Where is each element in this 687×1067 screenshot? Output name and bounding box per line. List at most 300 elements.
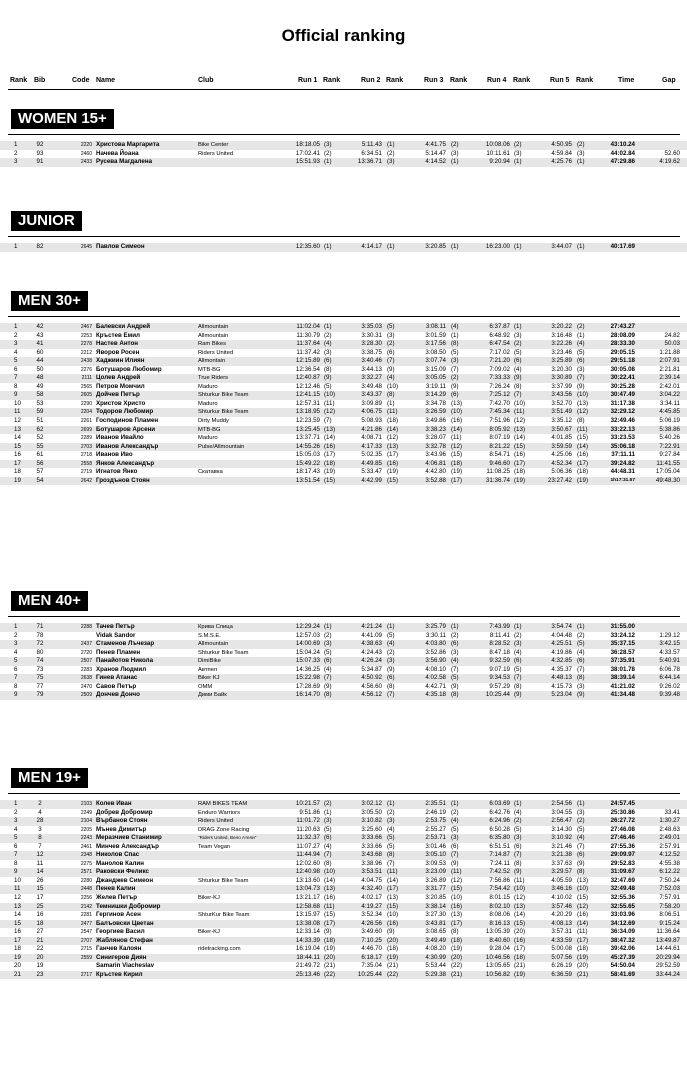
- cell-club: ShturKur Bike Team: [198, 912, 250, 919]
- cell-bib: 49: [36, 382, 44, 390]
- cell-gap: 1:30.27: [659, 817, 680, 825]
- cell-rank4: (5): [514, 348, 522, 356]
- cell-rank4: (8): [514, 859, 522, 867]
- cell-run1: 13:13.60: [295, 876, 320, 884]
- cell-rank5: (2): [577, 141, 585, 148]
- cell-rank: 1: [14, 800, 18, 807]
- cell-rank4: (18): [514, 953, 526, 961]
- cell-rank4: (9): [514, 374, 522, 382]
- cell-code: 2111: [81, 375, 92, 382]
- cell-club: Team Vegan: [198, 843, 231, 850]
- cell-rank1: (1): [324, 323, 332, 330]
- cell-rank2: (3): [387, 158, 395, 166]
- cell-run5: 4:25.06: [551, 451, 572, 459]
- cell-run4: 7:25.12: [489, 391, 510, 399]
- cell-rank5: (4): [577, 834, 585, 842]
- table-row: [0, 928, 687, 937]
- cell-bib: 22: [36, 945, 44, 953]
- cell-run1: 11:02.04: [296, 323, 320, 330]
- cell-run3: 3:08.50: [425, 348, 446, 356]
- cell-rank: 3: [14, 817, 18, 825]
- cell-rank3: (13): [451, 911, 463, 919]
- cell-club: True Riders: [198, 375, 229, 382]
- cell-gap: 11:41.55: [656, 459, 680, 467]
- cell-rank5: (4): [577, 340, 585, 348]
- cell-time: 37:35.91: [610, 657, 635, 665]
- cell-run1: 12:15.89: [295, 357, 320, 365]
- cell-bib: 57: [36, 468, 44, 476]
- cell-run3: 4:35.18: [425, 691, 446, 699]
- col-code: Code: [72, 77, 90, 84]
- cell-name: Върбанов Стоян: [96, 817, 148, 825]
- table-row: [0, 657, 687, 666]
- cell-rank5: (10): [577, 885, 589, 893]
- cell-rank: 2: [14, 331, 18, 339]
- cell-bib: 18: [36, 919, 44, 927]
- cell-run3: 3:52.88: [425, 476, 446, 484]
- cell-rank: 18: [14, 945, 21, 953]
- col-rank4: Rank: [513, 77, 531, 84]
- cell-rank3: (11): [451, 868, 462, 876]
- cell-code: 2433: [80, 159, 92, 166]
- cell-code: 2290: [80, 400, 92, 407]
- cell-rank2: (2): [387, 808, 395, 816]
- cell-code: 2703: [80, 443, 92, 450]
- cell-bib: 56: [36, 459, 44, 467]
- cell-rank3: (9): [451, 682, 459, 690]
- cell-run2: 4:24.43: [361, 648, 382, 656]
- cell-name: Иванов Александър: [96, 442, 159, 450]
- cell-run3: 3:09.53: [425, 859, 446, 867]
- cell-name: Манолов Калин: [96, 859, 144, 867]
- cell-rank2: (10): [387, 382, 399, 390]
- cell-rank: 15: [14, 442, 21, 450]
- cell-rank: 1: [14, 623, 18, 630]
- cell-rank1: (8): [324, 859, 332, 867]
- cell-bib: 71: [36, 623, 44, 630]
- cell-rank3: (7): [451, 851, 459, 859]
- cell-run3: 2:46.19: [425, 808, 446, 816]
- cell-run4: 8:28.52: [489, 640, 510, 648]
- cell-rank3: (7): [451, 665, 459, 673]
- cell-gap: 7:58.20: [659, 902, 680, 910]
- cell-time: 37:11.11: [611, 451, 635, 459]
- cell-name: Игнатов Янко: [96, 468, 138, 476]
- cell-rank3: (9): [451, 859, 459, 867]
- cell-run2: 3:52.34: [361, 911, 382, 919]
- table-row: [0, 374, 687, 383]
- cell-rank4: (1): [514, 323, 522, 330]
- cell-time: 33:23.53: [610, 434, 635, 442]
- col-run4: Run 4: [487, 77, 507, 84]
- cell-rank4: (3): [514, 640, 522, 648]
- cell-rank: 8: [14, 382, 18, 390]
- cell-code: 2461: [80, 843, 92, 850]
- cell-rank2: (2): [387, 149, 395, 157]
- cell-run2: 4:19.27: [361, 902, 382, 910]
- cell-time: 32:47.69: [610, 876, 635, 884]
- cell-gap: 17:05.04: [655, 468, 680, 476]
- cell-time: 30:05.08: [610, 365, 635, 373]
- cell-run2: 3:25.60: [361, 825, 382, 833]
- cell-rank: 4: [14, 825, 18, 833]
- cell-rank2: (17): [387, 885, 399, 893]
- table-row: [0, 954, 687, 963]
- table-row: [0, 434, 687, 443]
- cell-name: Темнишки Добромир: [96, 902, 161, 910]
- cell-rank3: (17): [451, 476, 463, 484]
- table-row: [0, 843, 687, 852]
- table-row: [0, 460, 687, 469]
- cell-run2: 4:21.24: [361, 623, 382, 630]
- cell-time: 33:22.13: [610, 425, 635, 433]
- cell-bib: 52: [36, 434, 44, 442]
- cell-time: 29:09.97: [610, 851, 635, 859]
- cell-rank: 12: [14, 417, 21, 425]
- table-row: [0, 885, 687, 894]
- cell-rank: 17: [14, 459, 21, 467]
- cell-rank5: (1): [577, 331, 585, 339]
- cell-rank: 1: [14, 141, 18, 148]
- cell-rank5: (2): [577, 817, 585, 825]
- cell-code: 2253: [80, 332, 92, 339]
- cell-run3: 3:43.81: [425, 919, 446, 927]
- cell-rank4: (13): [514, 902, 526, 910]
- cell-rank2: (10): [387, 911, 399, 919]
- cell-run3: 2:53.71: [425, 834, 446, 842]
- header-rule: [8, 89, 680, 90]
- cell-name: Павлов Симеон: [96, 243, 145, 250]
- cell-gap: 7:57.91: [659, 894, 680, 902]
- cell-rank4: (8): [514, 382, 522, 390]
- cell-name: Иванов Иво: [96, 451, 133, 459]
- cell-gap: 2:42.01: [659, 382, 680, 390]
- cell-time: 33:24.12: [610, 631, 635, 639]
- cell-rank1: (12): [324, 408, 336, 416]
- cell-code: 2467: [80, 324, 92, 330]
- cell-code: 2348: [80, 852, 92, 859]
- cell-name: Кръстев Емил: [96, 331, 140, 339]
- cell-rank5: (4): [577, 648, 585, 656]
- table-row: [0, 945, 687, 954]
- cell-rank3: (20): [451, 953, 463, 961]
- cell-time: 34:12.69: [610, 919, 635, 927]
- cell-rank1: (2): [324, 149, 332, 157]
- cell-run2: 6:34.51: [361, 149, 382, 157]
- cell-bib: 93: [36, 149, 44, 157]
- cell-rank3: (9): [451, 382, 459, 390]
- table-row: [0, 323, 687, 332]
- cell-rank4: (12): [514, 894, 526, 902]
- cell-bib: 48: [36, 374, 44, 382]
- cell-run5: 5:23.04: [551, 691, 572, 699]
- cell-rank4: (14): [514, 434, 526, 442]
- cell-bib: 53: [36, 399, 44, 407]
- table-row: [0, 894, 687, 903]
- cell-rank5: (7): [577, 374, 585, 382]
- cell-code: 2477: [80, 920, 92, 927]
- cell-rank: 2: [14, 149, 18, 157]
- cell-rank5: (5): [577, 640, 585, 648]
- results-table: [0, 141, 687, 167]
- cell-name: Хаджиин Илиян: [96, 357, 145, 365]
- table-row: [0, 468, 687, 477]
- cell-rank5: (18): [577, 468, 589, 476]
- cell-club: Enduro Warriors: [198, 809, 240, 816]
- cell-rank4: (9): [514, 691, 522, 699]
- cell-run4: 10:08.06: [485, 141, 510, 148]
- cell-rank4: (2): [514, 141, 522, 148]
- cell-rank: 6: [14, 365, 18, 373]
- col-bib: Bib: [34, 77, 46, 84]
- cell-rank5: (9): [577, 691, 585, 699]
- column-header: [0, 77, 687, 87]
- cell-rank1: (17): [324, 451, 336, 459]
- cell-club: Allmontain: [198, 358, 226, 365]
- table-row: [0, 971, 687, 980]
- cell-rank3: (16): [451, 902, 463, 910]
- section-rule: [8, 793, 680, 794]
- cell-run2: 4:46.70: [361, 945, 382, 953]
- cell-run2: 4:06.75: [361, 408, 382, 416]
- cell-bib: 23: [36, 970, 44, 978]
- cell-rank5: (1): [577, 623, 585, 630]
- cell-time: 36:34.09: [610, 928, 635, 936]
- table-row: [0, 800, 687, 809]
- cell-rank5: (20): [577, 962, 589, 970]
- cell-bib: 61: [36, 451, 44, 459]
- cell-rank5: (1): [577, 158, 585, 166]
- cell-rank5: (16): [577, 911, 589, 919]
- cell-time: 40:17.69: [610, 243, 635, 250]
- cell-rank3: (6): [451, 391, 459, 399]
- cell-run3: 3:05.10: [425, 851, 446, 859]
- cell-rank4: (6): [514, 842, 522, 850]
- cell-rank2: (9): [387, 365, 395, 373]
- cell-rank3: (5): [451, 348, 459, 356]
- cell-rank3: (11): [451, 434, 462, 442]
- cell-run1: 15:22.98: [295, 674, 320, 682]
- cell-time: 38:01.78: [610, 665, 635, 673]
- cell-name: Ботушаров Любомир: [96, 365, 162, 373]
- cell-rank4: (19): [514, 970, 526, 978]
- cell-rank3: (1): [451, 158, 459, 166]
- cell-rank2: (6): [387, 348, 395, 356]
- cell-rank4: (1): [514, 243, 522, 250]
- table-row: [0, 158, 687, 167]
- cell-rank: 4: [14, 648, 18, 656]
- cell-rank3: (13): [451, 399, 463, 407]
- table-row: [0, 150, 687, 159]
- cell-rank4: (1): [514, 623, 522, 630]
- cell-run2: 4:32.40: [361, 885, 382, 893]
- cell-run3: 5:29.38: [425, 970, 446, 978]
- table-row: [0, 911, 687, 920]
- cell-run4: 11:08.25: [486, 468, 510, 476]
- cell-run3: 3:26.89: [425, 876, 446, 884]
- cell-rank1: (1): [324, 808, 332, 816]
- cell-gap: 6:12.22: [659, 868, 680, 876]
- cell-rank1: (6): [324, 357, 332, 365]
- cell-code: 2204: [80, 409, 92, 416]
- cell-run3: 4:42.71: [425, 682, 446, 690]
- cell-run3: 3:15.09: [425, 365, 446, 373]
- cell-run2: 3:33.66: [361, 842, 382, 850]
- cell-rank: 10: [14, 876, 21, 884]
- cell-rank3: (10): [451, 894, 463, 902]
- cell-time: 27:55.36: [610, 842, 635, 850]
- cell-rank2: (3): [387, 817, 395, 825]
- table-row: [0, 691, 687, 700]
- cell-run1: 11:37.42: [296, 348, 320, 356]
- cell-rank2: (18): [387, 945, 399, 953]
- cell-rank2: (16): [387, 919, 399, 927]
- cell-run5: 3:14.30: [551, 825, 572, 833]
- cell-rank5: (2): [577, 631, 585, 639]
- cell-rank2: (21): [387, 962, 399, 970]
- cell-rank3: (15): [451, 885, 463, 893]
- cell-rank2: (13): [387, 442, 399, 450]
- cell-run5: 4:01.85: [551, 434, 572, 442]
- cell-rank5: (7): [577, 665, 585, 673]
- cell-run5: 5:06.36: [551, 468, 572, 476]
- cell-rank3: (8): [451, 928, 459, 936]
- cell-run3: 3:38.14: [425, 902, 446, 910]
- cell-rank3: (2): [451, 808, 459, 816]
- cell-run1: 15:49.22: [295, 459, 320, 467]
- cell-run4: 16:23.00: [485, 243, 510, 250]
- cell-time: 31:09.67: [610, 868, 635, 876]
- cell-rank: 18: [14, 468, 21, 476]
- cell-rank: 2: [14, 808, 18, 816]
- cell-rank2: (3): [387, 331, 395, 339]
- cell-run3: 2:35.51: [425, 800, 446, 807]
- cell-run2: 4:21.86: [361, 425, 382, 433]
- cell-rank2: (22): [387, 970, 399, 978]
- cell-rank1: (22): [324, 970, 336, 978]
- cell-rank: 8: [14, 859, 18, 867]
- cell-rank4: (16): [514, 451, 526, 459]
- cell-rank4: (6): [514, 357, 522, 365]
- table-row: [0, 243, 687, 252]
- cell-run3: 3:07.74: [425, 357, 446, 365]
- cell-time: 30:22.41: [610, 374, 635, 382]
- cell-gap: 29:52.59: [655, 962, 680, 970]
- cell-code: 2699: [80, 426, 92, 433]
- cell-run3: 3:14.29: [425, 391, 446, 399]
- cell-club: Bike Center: [198, 142, 229, 148]
- category-label: MEN 30+: [11, 291, 88, 311]
- cell-run3: 5:53.44: [425, 962, 446, 970]
- cell-run1: 12:36.54: [295, 365, 320, 373]
- cell-run3: 3:26.59: [425, 408, 446, 416]
- cell-run1: 12:33.14: [295, 928, 320, 936]
- cell-rank: 13: [14, 425, 21, 433]
- cell-run1: 14:00.69: [295, 640, 320, 648]
- col-time: Time: [618, 77, 635, 84]
- cell-run4: 7:45.34: [489, 408, 510, 416]
- cell-rank3: (2): [451, 374, 459, 382]
- cell-code: 2283: [80, 666, 92, 673]
- cell-run4: 7:51.96: [489, 417, 510, 425]
- cell-rank2: (8): [387, 682, 395, 690]
- cell-name: Раковски Феликс: [96, 868, 149, 876]
- col-run5: Run 5: [550, 77, 570, 84]
- cell-rank4: (9): [514, 868, 522, 876]
- cell-rank: 19: [14, 476, 21, 484]
- cell-run3: 2:53.75: [425, 817, 446, 825]
- cell-rank: 4: [14, 348, 18, 356]
- cell-run1: 12:35.60: [295, 243, 320, 250]
- cell-rank4: (10): [514, 399, 526, 407]
- cell-run5: 4:25.51: [551, 640, 572, 648]
- cell-rank5: (9): [577, 382, 585, 390]
- cell-rank5: (5): [577, 825, 585, 833]
- cell-rank2: (13): [387, 894, 399, 902]
- cell-gap: 9:26.02: [659, 682, 680, 690]
- cell-club: OMM: [198, 683, 213, 690]
- cell-run2: 4:04.75: [361, 876, 382, 884]
- cell-rank2: (7): [387, 859, 395, 867]
- cell-rank: 3: [14, 158, 18, 166]
- cell-gap: 1:21.88: [659, 348, 680, 356]
- cell-code: 2559: [80, 954, 92, 961]
- cell-rank4: (4): [514, 648, 522, 656]
- cell-rank2: (4): [387, 374, 395, 382]
- cell-run4: 7:33.33: [489, 374, 510, 382]
- cell-run4: 6:37.87: [489, 323, 510, 330]
- cell-run5: 3:22.26: [551, 340, 572, 348]
- cell-code: 2642: [80, 477, 92, 484]
- col-run2: Run 2: [361, 77, 381, 84]
- cell-run4: 7:54.42: [489, 885, 510, 893]
- cell-rank2: (2): [387, 340, 395, 348]
- cell-bib: 74: [36, 657, 44, 665]
- cell-rank1: (5): [324, 825, 332, 833]
- cell-bib: 50: [36, 365, 44, 373]
- cell-rank2: (4): [387, 640, 395, 648]
- cell-name: Гинев Атанас: [96, 674, 138, 682]
- cell-club: DimiBike: [198, 658, 221, 665]
- cell-run1: 13:51.54: [295, 476, 320, 484]
- cell-code: 2565: [80, 383, 92, 390]
- cell-rank5: (8): [577, 868, 585, 876]
- cell-rank4: (5): [514, 665, 522, 673]
- cell-name: Яворов Росен: [96, 348, 140, 356]
- cell-run4: 10:11.61: [486, 149, 510, 157]
- cell-rank3: (12): [451, 442, 463, 450]
- cell-rank5: (3): [577, 808, 585, 816]
- cell-rank4: (2): [514, 631, 522, 639]
- cell-code: 2460: [80, 150, 92, 157]
- cell-rank2: (6): [387, 674, 395, 682]
- cell-rank1: (3): [324, 348, 332, 356]
- cell-rank5: (17): [577, 936, 589, 944]
- cell-rank: 7: [14, 851, 18, 859]
- cell-rank4: (8): [514, 682, 522, 690]
- cell-run1: 12:29.24: [295, 623, 320, 630]
- cell-rank5: (13): [577, 399, 589, 407]
- cell-run5: 3:59.59: [551, 442, 572, 450]
- cell-gap: 2:57.91: [659, 842, 680, 850]
- cell-name: Христова Маргарита: [96, 141, 160, 148]
- cell-rank1: (1): [324, 158, 332, 166]
- cell-run1: 11:20.63: [296, 825, 320, 833]
- cell-run3: 4:02.58: [425, 674, 446, 682]
- cell-rank4: (1): [514, 158, 522, 166]
- cell-code: 2509: [80, 692, 92, 699]
- cell-run2: 4:08.71: [361, 434, 382, 442]
